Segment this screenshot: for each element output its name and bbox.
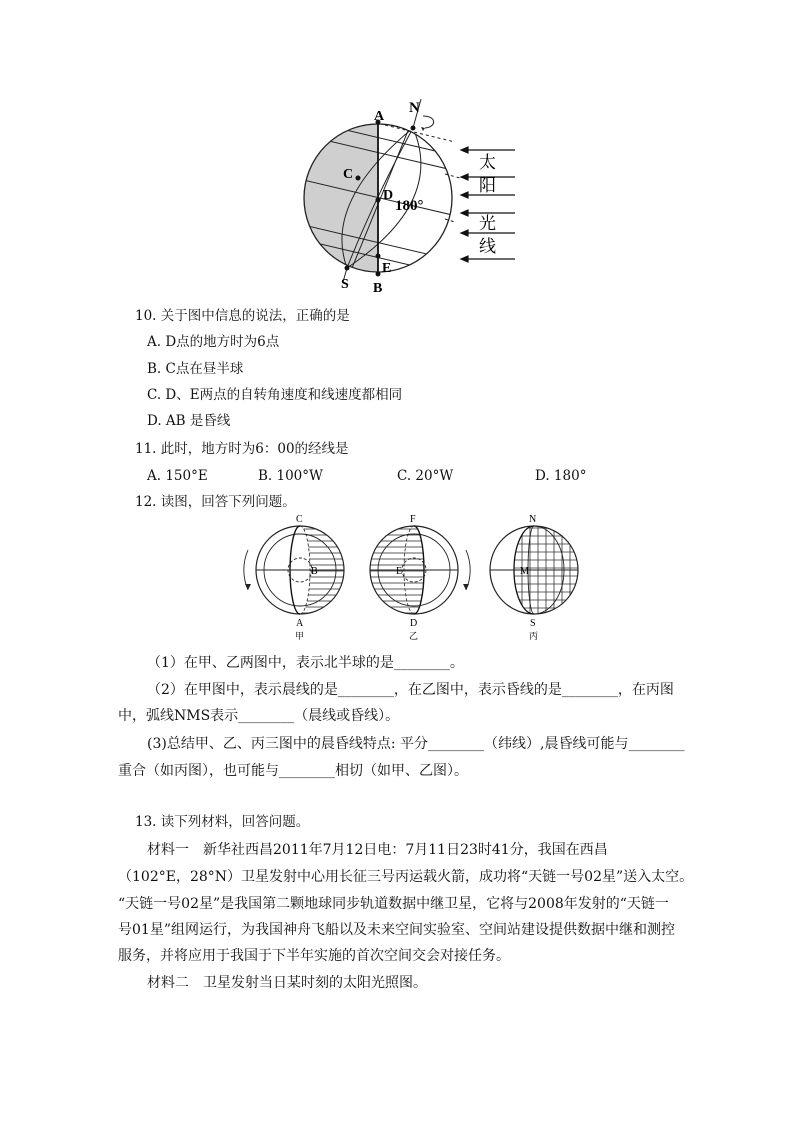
- q13-material1-line2: （102°E，28°N）卫星发射中心用长征三号丙运载火箭，成功将“天链一号02星”送入太空。: [118, 869, 694, 885]
- q12-sub3-line2: 重合（如丙图），也可能与________相切（如甲、乙图）。: [118, 763, 468, 779]
- q12-sub1: （1）在甲、乙两图中，表示北半球的是________。: [147, 655, 464, 671]
- night-hemisphere: [304, 124, 378, 272]
- label-c: C: [343, 167, 354, 182]
- q12-three-globes: [230, 508, 590, 643]
- q10-option-b: B. C点在昼半球: [147, 361, 244, 377]
- yi-label-top: F: [410, 514, 416, 525]
- q13-material1-line1: 材料一 新华社西昌2011年7月12日电：7月11日23时41分，我国在西昌: [147, 842, 608, 858]
- q13-material1-line3: “天链一号02星”是我国第二颗地球同步轨道数据中继卫星，它将与2008年发射的“天链一: [118, 896, 669, 912]
- bing-label-top: N: [529, 514, 537, 525]
- q12-sub2-line2: 中，弧线NMS表示________（晨线或昏线）。: [118, 708, 400, 724]
- yi-label-bottom: D: [410, 618, 418, 629]
- q13-material1-line4: 号01星”组网运行，为我国神舟飞船以及未来空间实验室、空间站建设提供数据中继和测控: [118, 922, 675, 938]
- q10-option-a: A. D点的地方时为6点: [147, 334, 280, 350]
- q11-option-c: C. 20°W: [397, 468, 454, 484]
- yi-caption: 乙: [409, 631, 419, 641]
- globe-jia: [244, 514, 344, 641]
- q11-option-d: D. 180°: [535, 468, 587, 484]
- globe-diagram-q10: [295, 92, 525, 294]
- jia-label-top: C: [296, 514, 303, 525]
- q10-option-c: C. D、E两点的自转角速度和线速度都相同: [147, 387, 403, 403]
- q10-stem: 10. 关于图中信息的说法，正确的是: [135, 308, 350, 324]
- q11-stem: 11. 此时，地方时为6：00的经线是: [135, 441, 349, 457]
- yi-label-center: E: [396, 566, 403, 577]
- q13-material2: 材料二 卫星发射当日某时刻的太阳光照图。: [147, 975, 427, 991]
- q13-material1-line5: 服务，并将应用于我国于下半年实施的首次空间交会对接任务。: [118, 948, 510, 964]
- label-d: D: [383, 188, 394, 203]
- q11-option-a: A. 150°E: [147, 468, 208, 484]
- label-b: B: [373, 281, 383, 294]
- q10-option-d: D. AB 是昏线: [147, 413, 231, 429]
- globe-yi: [370, 514, 470, 641]
- label-e: E: [382, 261, 392, 276]
- q12-sub2-line1: （2）在甲图中，表示晨线的是________，在乙图中，表示昏线的是________，在丙图: [147, 682, 674, 698]
- sun-char-2: 阳: [479, 176, 496, 195]
- q12-sub3-line1: (3)总结甲、乙、丙三图中的晨昏线特点: 平分________（纬线）,晨昏线可能与________: [147, 736, 685, 752]
- label-n: N: [409, 100, 420, 116]
- jia-label-bottom: A: [296, 618, 304, 629]
- jia-label-center: B: [311, 566, 318, 577]
- globe-bing: [490, 514, 578, 641]
- bing-label-center: M: [520, 566, 529, 577]
- sun-char-1: 太: [479, 153, 496, 172]
- bing-label-bottom: S: [530, 618, 536, 629]
- q11-option-b: B. 100°W: [258, 468, 323, 484]
- sun-char-3: 光: [479, 214, 496, 233]
- q12-stem: 12. 读图，回答下列问题。: [135, 494, 296, 510]
- label-s: S: [341, 277, 349, 292]
- q13-stem: 13. 读下列材料，回答问题。: [135, 814, 310, 830]
- sun-char-4: 线: [479, 237, 496, 256]
- jia-caption: 甲: [295, 631, 305, 641]
- label-180deg: 180°: [395, 198, 424, 214]
- label-a: A: [374, 109, 385, 124]
- bing-caption: 丙: [529, 631, 539, 641]
